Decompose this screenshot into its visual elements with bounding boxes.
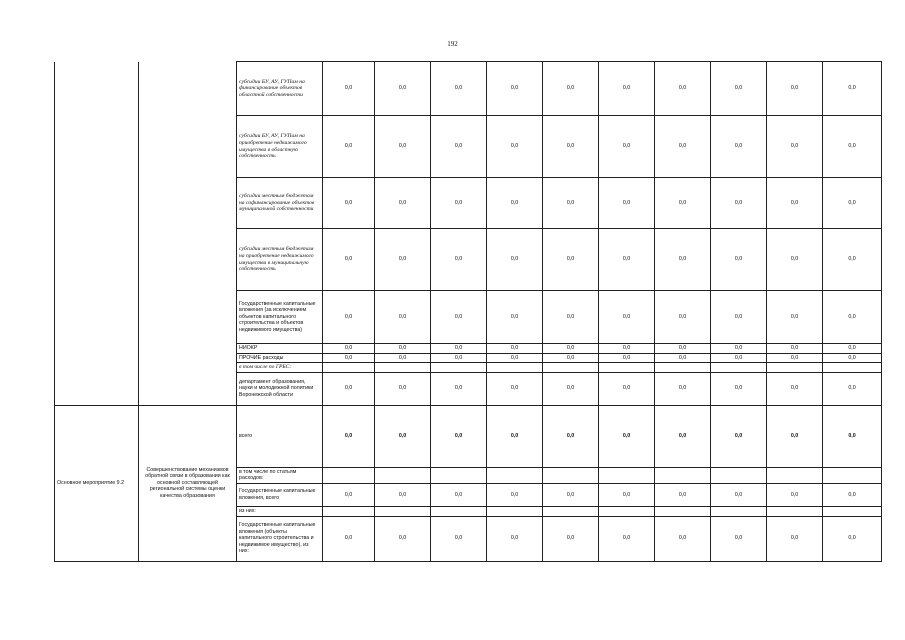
value-cell: 0,0 <box>767 291 823 344</box>
value-cell: 0,0 <box>823 372 882 405</box>
value-cell: 0,0 <box>543 344 599 354</box>
value-cell: 0,0 <box>655 516 711 561</box>
value-cell: 0,0 <box>655 483 711 506</box>
value-cell: 0,0 <box>823 178 882 229</box>
value-cell: 0,0 <box>431 344 487 354</box>
value-cell: 0,0 <box>543 353 599 363</box>
value-cell: 0,0 <box>599 229 655 291</box>
value-cell: 0,0 <box>823 291 882 344</box>
value-cell: 0,0 <box>375 405 431 467</box>
row-label: субсидии БУ, АУ, ГУПам на приобретение недвижимого имущества в областную собственность <box>237 116 323 178</box>
table-row <box>55 116 882 178</box>
value-cell: 0,0 <box>823 516 882 561</box>
value-cell: 0,0 <box>711 483 767 506</box>
value-cell: 0,0 <box>487 372 543 405</box>
empty-cell <box>55 372 139 405</box>
table-row <box>55 291 882 344</box>
value-cell: 0,0 <box>543 483 599 506</box>
value-cell: 0,0 <box>323 116 375 178</box>
value-cell: 0,0 <box>543 405 599 467</box>
value-cell: 0,0 <box>375 229 431 291</box>
value-cell: 0,0 <box>767 344 823 354</box>
value-cell: 0,0 <box>323 178 375 229</box>
value-cell: 0,0 <box>599 291 655 344</box>
value-cell: 0,0 <box>711 62 767 116</box>
value-cell: 0,0 <box>487 353 543 363</box>
table-row <box>55 344 882 354</box>
value-cell <box>543 467 599 483</box>
value-cell: 0,0 <box>375 178 431 229</box>
row-label: из них: <box>237 506 323 516</box>
value-cell: 0,0 <box>711 116 767 178</box>
value-cell: 0,0 <box>823 353 882 363</box>
row-label: субсидии местным бюджетам на софинансирование объектов муниципальной собственности <box>237 178 323 229</box>
value-cell: 0,0 <box>767 178 823 229</box>
value-cell: 0,0 <box>767 516 823 561</box>
value-cell: 0,0 <box>375 62 431 116</box>
table-row <box>55 405 882 467</box>
empty-cell <box>55 344 139 354</box>
value-cell: 0,0 <box>767 116 823 178</box>
value-cell <box>487 467 543 483</box>
value-cell: 0,0 <box>599 353 655 363</box>
row-label: НИОКР <box>237 344 323 354</box>
value-cell: 0,0 <box>543 516 599 561</box>
value-cell: 0,0 <box>655 62 711 116</box>
value-cell <box>543 363 599 373</box>
value-cell: 0,0 <box>323 372 375 405</box>
value-cell: 0,0 <box>823 405 882 467</box>
value-cell: 0,0 <box>431 116 487 178</box>
empty-cell <box>139 62 237 116</box>
value-cell: 0,0 <box>487 344 543 354</box>
value-cell: 0,0 <box>431 178 487 229</box>
value-cell: 0,0 <box>487 178 543 229</box>
empty-cell <box>139 372 237 405</box>
value-cell <box>711 506 767 516</box>
value-cell: 0,0 <box>823 62 882 116</box>
value-cell: 0,0 <box>711 405 767 467</box>
value-cell <box>711 363 767 373</box>
row-label: в том числе по статьям расходов: <box>237 467 323 483</box>
value-cell: 0,0 <box>375 353 431 363</box>
table-row <box>55 363 882 373</box>
empty-cell <box>55 62 139 116</box>
value-cell: 0,0 <box>487 62 543 116</box>
row-label: департамент образования, науки и молодежной политики Воронежской области <box>237 372 323 405</box>
value-cell <box>323 467 375 483</box>
value-cell: 0,0 <box>767 372 823 405</box>
value-cell: 0,0 <box>375 291 431 344</box>
empty-cell <box>139 229 237 291</box>
value-cell: 0,0 <box>375 516 431 561</box>
value-cell: 0,0 <box>431 229 487 291</box>
budget-table-body <box>55 62 882 562</box>
row-label: Государственные капитальные вложения (за исключением объектов капитального строительства и объектов недвижимого имущества) <box>237 291 323 344</box>
value-cell: 0,0 <box>767 62 823 116</box>
value-cell: 0,0 <box>655 178 711 229</box>
value-cell: 0,0 <box>431 291 487 344</box>
value-cell: 0,0 <box>767 483 823 506</box>
value-cell: 0,0 <box>711 372 767 405</box>
row-label: субсидии местным бюджетам на приобретение недвижимого имущества в муниципальную собственность <box>237 229 323 291</box>
value-cell: 0,0 <box>655 344 711 354</box>
value-cell <box>487 363 543 373</box>
value-cell <box>431 467 487 483</box>
budget-table <box>54 61 882 562</box>
value-cell <box>599 467 655 483</box>
value-cell: 0,0 <box>323 483 375 506</box>
row-label: Государственные капитальные вложения, всего <box>237 483 323 506</box>
value-cell: 0,0 <box>431 516 487 561</box>
value-cell <box>599 363 655 373</box>
value-cell: 0,0 <box>375 344 431 354</box>
value-cell: 0,0 <box>323 353 375 363</box>
event-description: Совершенствование механизмов обратной связи в образовании как основной составляющей региональной системы оценки качества образования <box>139 405 237 561</box>
row-label: субсидии БУ, АУ, ГУПам на финансирование объектов областной собственности <box>237 62 323 116</box>
value-cell: 0,0 <box>767 405 823 467</box>
value-cell: 0,0 <box>431 372 487 405</box>
value-cell <box>323 506 375 516</box>
value-cell: 0,0 <box>323 516 375 561</box>
empty-cell <box>139 291 237 344</box>
value-cell <box>375 506 431 516</box>
value-cell: 0,0 <box>655 291 711 344</box>
row-label: в том числе по ГРБС: <box>237 363 323 373</box>
value-cell: 0,0 <box>711 516 767 561</box>
value-cell: 0,0 <box>323 405 375 467</box>
value-cell: 0,0 <box>431 62 487 116</box>
value-cell <box>375 363 431 373</box>
table-row <box>55 62 882 116</box>
value-cell: 0,0 <box>543 178 599 229</box>
value-cell <box>323 363 375 373</box>
value-cell: 0,0 <box>543 291 599 344</box>
value-cell <box>767 363 823 373</box>
value-cell: 0,0 <box>655 116 711 178</box>
value-cell <box>599 506 655 516</box>
value-cell: 0,0 <box>323 229 375 291</box>
value-cell: 0,0 <box>823 116 882 178</box>
value-cell: 0,0 <box>711 344 767 354</box>
row-label: ПРОЧИЕ расходы <box>237 353 323 363</box>
value-cell: 0,0 <box>655 372 711 405</box>
value-cell: 0,0 <box>323 344 375 354</box>
value-cell: 0,0 <box>543 62 599 116</box>
value-cell: 0,0 <box>823 483 882 506</box>
value-cell: 0,0 <box>487 291 543 344</box>
value-cell: 0,0 <box>487 405 543 467</box>
row-label: всего <box>237 405 323 467</box>
value-cell: 0,0 <box>431 405 487 467</box>
value-cell <box>543 506 599 516</box>
value-cell: 0,0 <box>599 178 655 229</box>
value-cell: 0,0 <box>711 291 767 344</box>
value-cell <box>823 506 882 516</box>
empty-cell <box>139 363 237 373</box>
event-name: Основное мероприятие 9.2 <box>55 405 139 561</box>
value-cell: 0,0 <box>375 372 431 405</box>
value-cell: 0,0 <box>599 116 655 178</box>
value-cell: 0,0 <box>711 229 767 291</box>
value-cell: 0,0 <box>655 405 711 467</box>
empty-cell <box>55 229 139 291</box>
value-cell: 0,0 <box>823 229 882 291</box>
value-cell: 0,0 <box>599 62 655 116</box>
value-cell: 0,0 <box>323 62 375 116</box>
value-cell <box>431 506 487 516</box>
value-cell: 0,0 <box>599 483 655 506</box>
value-cell: 0,0 <box>543 116 599 178</box>
empty-cell <box>139 353 237 363</box>
value-cell: 0,0 <box>711 178 767 229</box>
value-cell <box>375 467 431 483</box>
value-cell: 0,0 <box>431 353 487 363</box>
empty-cell <box>55 116 139 178</box>
value-cell: 0,0 <box>655 229 711 291</box>
value-cell: 0,0 <box>323 291 375 344</box>
empty-cell <box>55 363 139 373</box>
value-cell: 0,0 <box>767 353 823 363</box>
empty-cell <box>55 291 139 344</box>
row-label: Государственные капитальные вложения (объекты капитального строительства и недвижимое имущество), из них: <box>237 516 323 561</box>
value-cell: 0,0 <box>823 344 882 354</box>
empty-cell <box>139 344 237 354</box>
value-cell: 0,0 <box>655 353 711 363</box>
value-cell: 0,0 <box>487 516 543 561</box>
page-number: 192 <box>447 40 458 48</box>
table-row <box>55 372 882 405</box>
empty-cell <box>55 178 139 229</box>
value-cell: 0,0 <box>375 483 431 506</box>
empty-cell <box>139 178 237 229</box>
value-cell: 0,0 <box>487 483 543 506</box>
value-cell: 0,0 <box>487 229 543 291</box>
value-cell: 0,0 <box>767 229 823 291</box>
value-cell <box>767 506 823 516</box>
empty-cell <box>55 353 139 363</box>
empty-cell <box>139 116 237 178</box>
value-cell: 0,0 <box>599 405 655 467</box>
value-cell <box>823 467 882 483</box>
value-cell: 0,0 <box>543 372 599 405</box>
value-cell <box>655 363 711 373</box>
value-cell: 0,0 <box>543 229 599 291</box>
value-cell: 0,0 <box>711 353 767 363</box>
value-cell <box>767 467 823 483</box>
table-row <box>55 353 882 363</box>
value-cell: 0,0 <box>431 483 487 506</box>
value-cell: 0,0 <box>599 344 655 354</box>
value-cell: 0,0 <box>599 516 655 561</box>
value-cell: 0,0 <box>599 372 655 405</box>
value-cell <box>655 506 711 516</box>
value-cell: 0,0 <box>487 116 543 178</box>
value-cell: 0,0 <box>375 116 431 178</box>
value-cell <box>431 363 487 373</box>
value-cell <box>711 467 767 483</box>
table-row <box>55 178 882 229</box>
value-cell <box>487 506 543 516</box>
value-cell <box>823 363 882 373</box>
value-cell <box>655 467 711 483</box>
table-row <box>55 229 882 291</box>
